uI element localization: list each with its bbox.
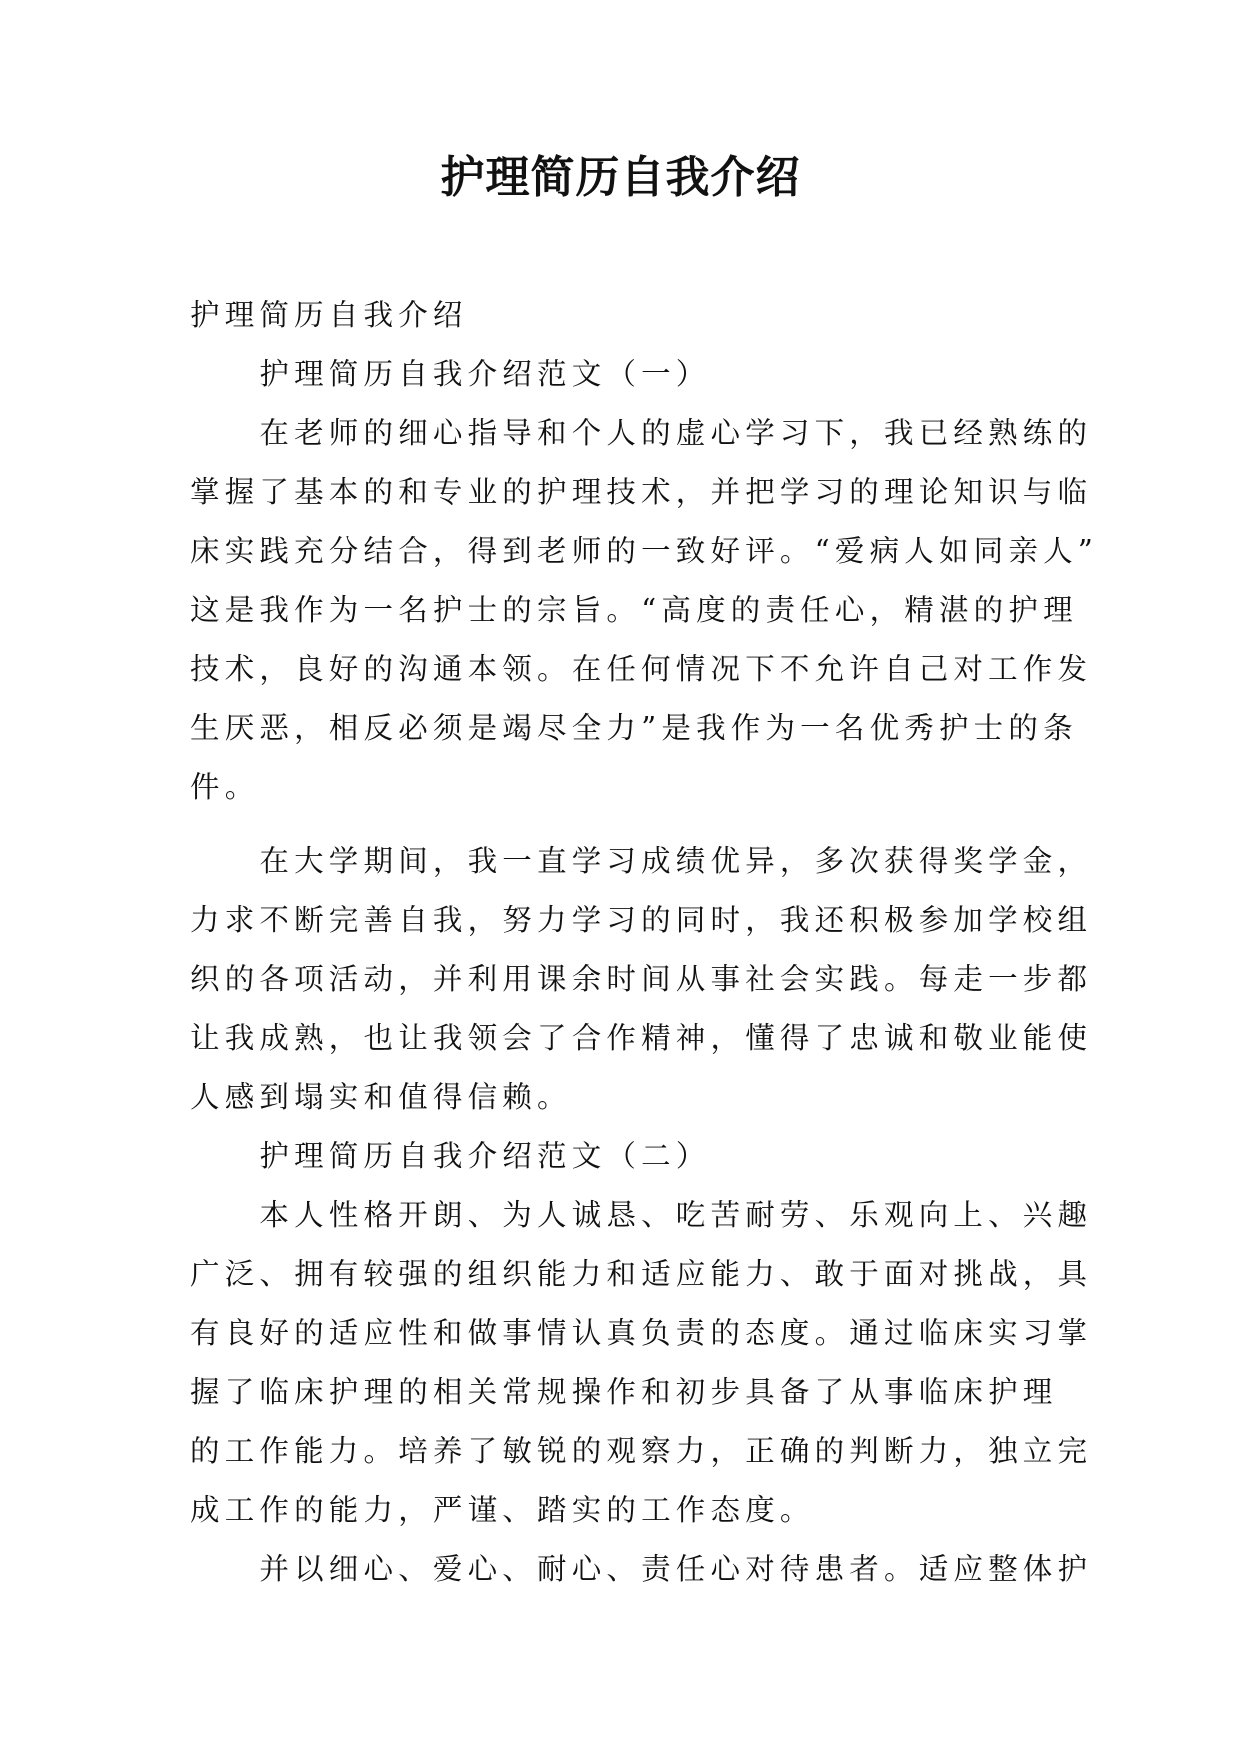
body-line: 力求不断完善自我，努力学习的同时，我还积极参加学校组 bbox=[190, 903, 1093, 937]
body-line: 护理简历自我介绍 bbox=[190, 298, 468, 332]
body-line: 件。 bbox=[190, 770, 260, 804]
section-heading-1: 护理简历自我介绍范文（一） bbox=[190, 357, 711, 391]
body-line: 技术，良好的沟通本领。在任何情况下不允许自己对工作发 bbox=[190, 652, 1093, 686]
body-line: 在大学期间，我一直学习成绩优异，多次获得奖学金， bbox=[190, 844, 1093, 878]
document-body bbox=[190, 286, 1099, 1599]
body-line: 并以细心、爱心、耐心、责任心对待患者。适应整体护 bbox=[190, 1552, 1093, 1586]
body-line: 广泛、拥有较强的组织能力和适应能力、敢于面对挑战，具 bbox=[190, 1257, 1093, 1291]
body-line: 握了临床护理的相关常规操作和初步具备了从事临床护理 bbox=[190, 1375, 1058, 1409]
body-line: 掌握了基本的和专业的护理技术，并把学习的理论知识与临 bbox=[190, 475, 1093, 509]
body-line: 人感到塌实和值得信赖。 bbox=[190, 1080, 572, 1114]
body-line: 有良好的适应性和做事情认真负责的态度。通过临床实习掌 bbox=[190, 1316, 1093, 1350]
body-line: 织的各项活动，并利用课余时间从事社会实践。每走一步都 bbox=[190, 962, 1093, 996]
section-heading-2: 护理简历自我介绍范文（二） bbox=[190, 1139, 711, 1173]
body-line: 本人性格开朗、为人诚恳、吃苦耐劳、乐观向上、兴趣 bbox=[190, 1198, 1093, 1232]
document-title: 护理简历自我介绍 bbox=[440, 152, 801, 203]
body-line: 成工作的能力，严谨、踏实的工作态度。 bbox=[190, 1493, 815, 1527]
body-line: 床实践充分结合，得到老师的一致好评。“爱病人如同亲人” bbox=[190, 534, 1099, 568]
body-line: 的工作能力。培养了敏锐的观察力，正确的判断力，独立完 bbox=[190, 1434, 1093, 1468]
body-line: 这是我作为一名护士的宗旨。“高度的责任心，精湛的护理 bbox=[190, 593, 1078, 627]
body-line: 在老师的细心指导和个人的虚心学习下，我已经熟练的 bbox=[190, 416, 1093, 450]
body-line: 生厌恶，相反必须是竭尽全力”是我作为一名优秀护士的条 bbox=[190, 711, 1078, 745]
body-line: 让我成熟，也让我领会了合作精神，懂得了忠诚和敬业能使 bbox=[190, 1021, 1093, 1055]
